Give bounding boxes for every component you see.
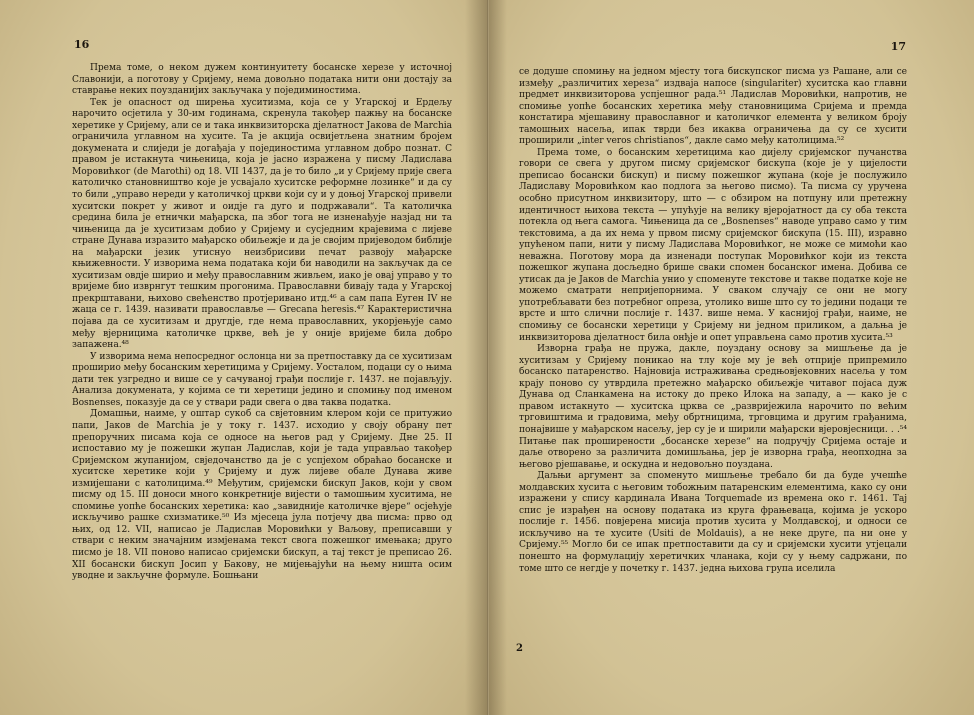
paragraph: Даљњи аргумент за споменуто мишљење требало би да буде учешће молдавских хусита с његовим тобожњим патаренским елементима, како су они изражени у спису кардинала Ивана Torquemade из времена око г. 1461. Тај спис је израђен на основу података из круга фрањеваца, којима је ускоро послије г. 1456. повјерена мисија против хусита у Молдавској, и односи се искључиво на те хусите (Usiti de Moldauis), а не неке друге, па ни оне у Сријему.⁵⁵ Могло би се ипак претпоставити да су и сријемски хусити утјецали понешто на формулацију херетичких чланака, који су у њему садржани, по томе што се негдје у почетку г. 1437. једна њихова група иселила <box>519 471 907 574</box>
body-text <box>72 63 452 583</box>
paragraph: Према томе, о неком дужем континуитету босанске херезе у источној Славонији, а поготову у Сријему, нема довољно података нити они достају за ставрање неких поузданијих закључака у поједиминостима. <box>72 63 452 97</box>
paragraph: Тек је опасност од ширења хуситизма, која се у Угарској и Ердељу нарочито осјетила у 30-им годинама, скренула такођер пажњу на босанске херетике у Сријему, али се и така инквизиторска дјелатност Јакова de Marchia ограничила углавном на хусите. Та је акција освијетљена знатним бројем докумената и слиједи је догађаја у појединостима углавном добро познат. С правом је истакнута чињеница, која је јасно изражена у писму Ладислава Моровићког (de Marothi) од 18. VII 1437, да је то било „и у Сријему прије свега католичко становништво које је усвајало хуситске реформне лозинке“ и да су то били „управо нереди у католичкој цркви који су и у доњој Угарској привели хуситски покрет у живот и оидје га дуго и подржавали“. Та католичка средина била је етнички мађарска, па због тога не изненађује назјад ни та чињеница да је хуситизам добио у Сријему и сусједним крајевима с лијеве стране Дунава изразито мађарско обиљежје и да је својим пријеводом библије на мађарски језик утиснуо неизбрисиви печат развоју мађарске књижевности. У изворима нема података који би наводили на закључак да се хуситизам овдје ширио и међу православним живљем, иако је овај управо у то вријеме био изврнгут тешким прогонима. Православни бивају тада у Угарској прекрштавани, њихово свећенство протјеривано итд.⁴⁶ а сам папа Еуген IV не жаца се г. 1439. називати православље — Grecana heresis.⁴⁷ Карактеристична појава да се хуситизам и другдје, где нема православних, укорјењује само међу вјерницима католичке цркве, вeћ је у оније вријеме била добро запажена.⁴⁸ <box>72 97 452 351</box>
body-text <box>519 67 907 575</box>
paragraph: Према томе, о босанским херетицима као дијелу сријемског пучанства говори се свега у другом писму сријемског бискупа (које је у цијелости преписао босански бискуп) и писму пожешког жупана (које је послужило Ладиславу Моровићком као подлога за његово писмо). Та писма су уручена особно присутном инквизитору, што — с обзиром на потпуну или претежну идентичност њихова текста — упућује на велику вјеројатност да су оба текста потекла од њега самога. Чињеница да се „Bosnenses“ наводе управо само у тим текстовима, а да их нема у првом писму сријемског бискупа (15. III), изравно упућеном папи, нити у писму Ладислава Моровићког, не може се мимоћи као неважна. Поготову мора да изненади поступак Моровићког који из текста пожешког жупана досљедно брише сваки спомен босанског имена. Добива се утисак да је Јаков de Marchia унио у споменуте текстове и такве податке које не можемо сматрати непријепорнима. У сваком случају се они не могу употребљавати без потребног опреза, утолико више што су то једини подаци те врсте и што слични послије г. 1437. више нема. У каснијој грађи, наиме, не спомињу се босански херетици у Сријему ни једном приликом, а даљња је инквизиторова дјелатност била онђје и опет управљена само против хусита.⁵³ <box>519 147 907 343</box>
paragraph: Домашњи, наиме, у оштар сукоб са свјетовним клером који се притужио папи, Јаков de Marchia је у току г. 1437. исходио у своју обрану пет препоручних писама која се односе на његов рад у Сријему. Дне 25. II испоставио му је пожешки жупан Ладислав, који је тада управљао такођер Сријемском жупанијом, свједочанство да је с успјехом обраћао босанске и хуситске херетике који у Сријему и дуж лијеве обале Дунава живе измијешани с католицима.⁴⁹ Међутим, сријемски бискуп Јаков, који у свом писму од 15. III доноси много конкретније вијести о тамошњим хуситима, не спомиње уопће босанских херетика: као „завидније католичке вјере“ осјећује искључиво рашке схизматике.⁵⁰ Из мјесеца јула потјечу два писма: прво од њих, од 12. VII, написао је Ладислав Моровићки у Ваљову, преписавши у ствари с неким значајним измјенама текст свога пожешког имењака; друго писмо је 18. VII поново написао сријемски бискуп, а тај текст је преписао 26. XII босански бискуп Јосип у Бакову, не мијењајући на њему ништа осим уводне и закључне формуле. Бошњани <box>72 409 452 582</box>
right-page <box>488 0 974 715</box>
gutter-shadow <box>489 0 507 715</box>
gutter-shadow <box>465 0 487 715</box>
paragraph: се додуше спомињу на једном мјесту тога бискупског писма уз Рашане, али се између „различитих хереза“ издваја напосе (singulariter) хуситска као главни предмет инквизиторова успјешног рада.⁵¹ Ладислав Моровићки, напротив, не спомиње уопће босанских херетика међу становницима Сријема и премда констатира мјешавину православног и католичког елемента у великом броју тамошњих насеља, ипак тврди без икаква ограничења да су се хусити проширили „inter veros christianos“, дакле само међу католицима.⁵² <box>519 67 907 147</box>
paragraph: Изворна грађа не пружа, дакле, поуздану основу за мишљење да је хуситизам у Сријему поникао на тлу које му је већ отприје припремило босанско патаренство. Најновија истраживања средњовјековних насеља у том крају поново су утврдила претежно мађарско обиљежје читавог појаса дуж Дунава од Сланкамена на истоку до преко Илока на западу, а — како је с правом истакнуто — хуситска црква се „развријежила нарочито по већим трговиштима и градовима, међу обртницима, трговцима и другим грађанима, понајвише у мађарском насељу, јер су је и ширили мађарски вјеровјесници. . .⁵⁴ Питање пак проширености „босанске херезе“ на подручју Сријема остаје и даље отворено за различита домишљања, јер је изворна грађа, неопходна за његово рјешавање, и оскудна и недовољно поуздана. <box>519 344 907 470</box>
page-number: 17 <box>890 40 906 53</box>
paragraph: У изворима нема непосредног ослонца ни за претпоставку да се хуситизам проширио међу босанским херетицима у Сријему. Уосталом, подаци су о њима дати тек узгредно и више се у сачуваној грађи послије г. 1437. не појављују. Анализа докумената, у којима се ти херетици једино и спомињу под именом Bosnenses, показује да се у ствари ради свега о два таква податка. <box>72 351 452 408</box>
page-number: 16 <box>74 38 90 51</box>
signature-mark: 2 <box>516 643 523 654</box>
